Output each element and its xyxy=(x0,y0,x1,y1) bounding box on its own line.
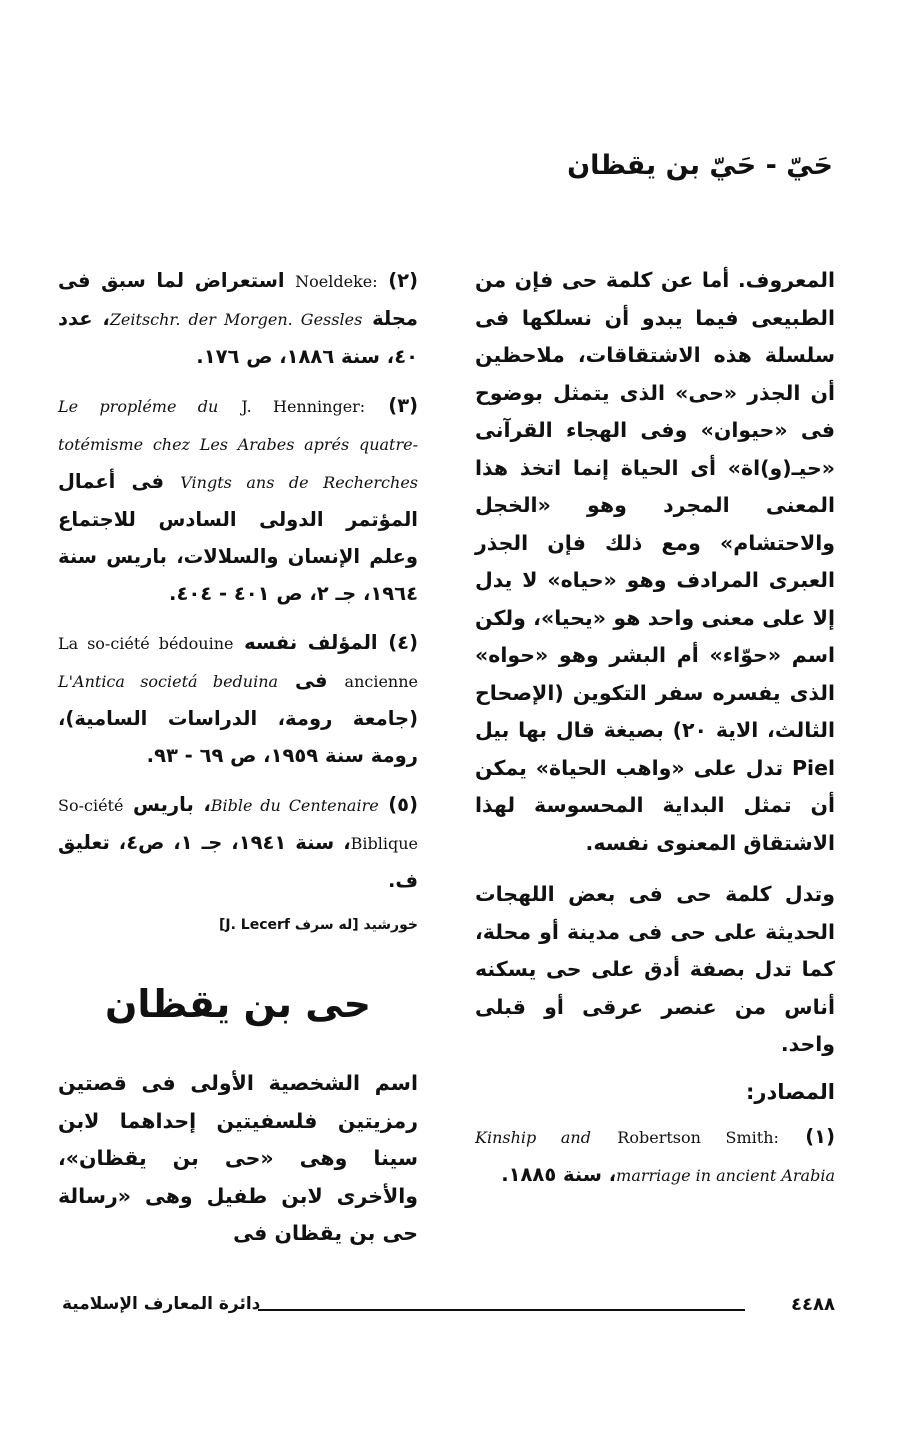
footer-rule xyxy=(258,1309,745,1311)
reference-number: (٤) xyxy=(388,631,418,654)
reference-author: Noeldeke: xyxy=(295,272,378,291)
reference-number: (٢) xyxy=(388,269,418,292)
publication-title: دائرة المعارف الإسلامية xyxy=(62,1294,261,1314)
reference-number: (٥) xyxy=(388,793,418,816)
reference-journal: Zeitschr. der Morgen. Gessles xyxy=(109,310,363,329)
reference-text: ، سنة ١٨٨٥. xyxy=(501,1162,617,1186)
reference-text: المؤلف نفسه xyxy=(244,631,378,654)
left-column xyxy=(58,262,418,1253)
reference-4 xyxy=(58,624,418,774)
reference-1 xyxy=(475,1118,835,1194)
reference-author: Robertson Smith: xyxy=(617,1127,779,1147)
reference-text: فى أعمال المؤتمر الدولى السادس للاجتماع وعلم الإنسان والسلالات، باريس سنة ١٩٦٤، جـ ٢، ص ٤٠١ - ٤٠٤. xyxy=(58,470,418,605)
reference-title: L'Antica societá beduina xyxy=(58,672,279,691)
reference-author: J. Henninger: xyxy=(241,397,366,416)
body-paragraph: وتدل كلمة حى فى بعض اللهجات الحديثة على حى فى مدينة أو محلة، كما تدل بصفة أدق على حى يسكنه أناس من عنصر عرقى أو قبلى واحد. xyxy=(475,882,835,1056)
reference-text: استعراض لما سبق فى مجلة xyxy=(58,269,419,330)
reference-5 xyxy=(58,786,418,899)
page-footer xyxy=(62,1294,835,1324)
reference-text: (جامعة رومة، الدراسات السامية)، رومة سنة ١٩٥٩، ص ٦٩ - ٩٣. xyxy=(58,707,418,767)
reference-title: Kinship and marriage in ancient Arabia xyxy=(475,1127,835,1185)
reference-text: ، باريس xyxy=(133,793,211,816)
sources-heading: المصادر: xyxy=(745,1079,835,1104)
body-paragraph: المعروف. أما عن كلمة حى فإن من الطبيعى فيما يبدو أن نسلكها فى سلسلة هذه الاشتقاقات، ملاحظين أن الجذر «حى» الذى يتمثل بوضوح فى «حيوان» وفى الهجاء القرآنى «حيـ(و)اة» أى الحياة إنما اتخذ هذا المعنى المجرد وهو «الخجل والاحتشام» ومع ذلك فإن الجذر العبرى المرادف وهو «حياه» لا يدل إلا على معنى واحد هو «يحيا»، ولكن اسم «حوّاء» أم البشر وهو «حواه» الذى يفسره سفر التكوين (الإصحاح الثالث، الاية ٢٠) بصيغة قال بها بيل Piel تدل على «واهب الحياة» يمكن أن تمثل البداية المحسوسة لهذا الاشتقاق المعنوى نفسه. xyxy=(475,268,836,855)
body-paragraph: اسم الشخصية الأولى فى قصتين رمزيتين فلسفيتين إحداهما لابن سينا وهى «حى بن يقظان»، والأخرى لابن طفيل وهى «رسالة حى بن يقظان فى xyxy=(58,1071,418,1245)
reference-number: (٣) xyxy=(388,394,419,417)
article-author: خورشيد [له سرف J. Lecerf] xyxy=(218,917,418,933)
reference-2 xyxy=(58,262,418,375)
right-column xyxy=(475,262,835,1206)
reference-text: ، سنة ١٩٤١، جـ ١، ص٤، تعليق ف. xyxy=(58,831,418,892)
reference-title: Bible du Centenaire xyxy=(210,796,379,815)
reference-number: (١) xyxy=(805,1124,835,1148)
reference-title: La so-ciété bédouine ancienne xyxy=(58,634,418,691)
reference-3 xyxy=(58,387,418,612)
running-head: حَيّ - حَيّ بن يقظان xyxy=(567,150,833,181)
page-number: ٤٤٨٨ xyxy=(791,1294,835,1315)
entry-title: حى بن يقظان xyxy=(104,982,372,1026)
reference-text: ، عدد ٤٠، سنة ١٨٨٦، ص ١٧٦. xyxy=(58,307,418,368)
reference-text: فى xyxy=(295,669,328,692)
reference-publisher: So-ciété Biblique xyxy=(58,796,418,853)
reference-title: Le propléme du totémisme chez Les Arabes aprés quatre-Vingts ans de Recherches xyxy=(58,397,418,492)
